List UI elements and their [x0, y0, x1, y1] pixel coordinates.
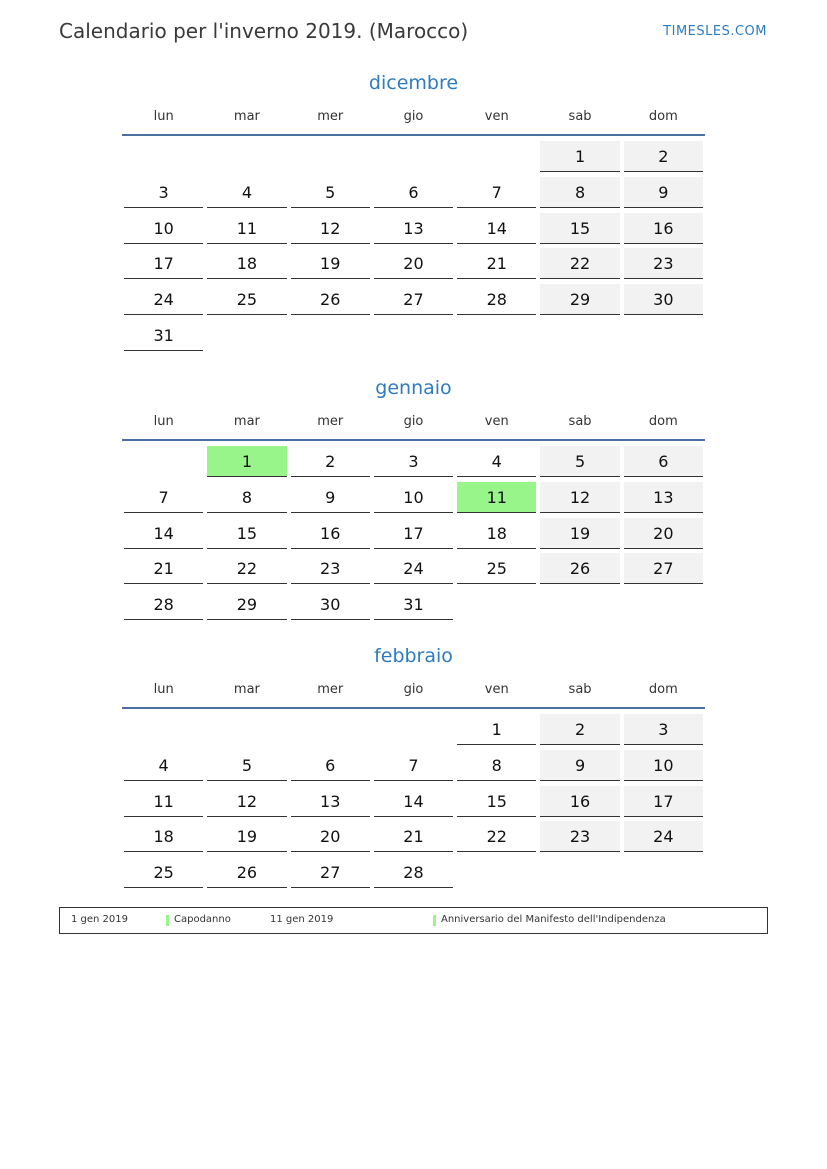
- day-number: 19: [540, 518, 619, 549]
- empty-day-cell: [122, 446, 205, 482]
- day-cell: [205, 589, 288, 625]
- day-number: 20: [624, 518, 703, 549]
- day-number: 12: [540, 482, 619, 513]
- day-number: 24: [124, 284, 203, 315]
- day-number: 4: [457, 446, 536, 477]
- day-cell: [372, 857, 455, 893]
- day-cell: [205, 786, 288, 822]
- week-row: [122, 446, 705, 482]
- day-number: [207, 714, 286, 745]
- day-cell: [205, 518, 288, 554]
- day-cell: [372, 553, 455, 589]
- day-cell: [538, 213, 621, 249]
- day-number: [124, 714, 203, 745]
- weekday-header: [122, 403, 705, 441]
- day-number: 23: [291, 553, 370, 584]
- day-cell: [455, 284, 538, 320]
- day-cell: [622, 177, 705, 213]
- day-cell: [205, 177, 288, 213]
- week-row: [122, 750, 705, 786]
- day-number: 15: [207, 518, 286, 549]
- day-cell: [538, 141, 621, 177]
- week-row: [122, 553, 705, 589]
- day-cell: [622, 821, 705, 857]
- empty-day-cell: [622, 320, 705, 356]
- day-number: 27: [624, 553, 703, 584]
- day-cell: [455, 714, 538, 750]
- empty-day-cell: [289, 714, 372, 750]
- day-cell: [289, 248, 372, 284]
- day-number: 2: [624, 141, 703, 172]
- day-cell: [372, 213, 455, 249]
- day-number: [207, 320, 286, 351]
- empty-day-cell: [205, 141, 288, 177]
- day-number: 19: [291, 248, 370, 279]
- week-row: [122, 248, 705, 284]
- day-number: 17: [374, 518, 453, 549]
- day-cell: [205, 482, 288, 518]
- weekday-label: mer: [317, 108, 344, 124]
- weekday-label: ven: [484, 413, 509, 429]
- day-number: [124, 141, 203, 172]
- day-number: 3: [624, 714, 703, 745]
- day-cell: [455, 213, 538, 249]
- day-cell: [289, 589, 372, 625]
- week-row: [122, 589, 705, 625]
- day-number: 16: [624, 213, 703, 244]
- day-cell: [205, 553, 288, 589]
- legend-name-1: Capodanno: [174, 914, 231, 925]
- day-cell: [455, 518, 538, 554]
- day-number: [374, 320, 453, 351]
- empty-day-cell: [122, 141, 205, 177]
- week-row: [122, 141, 705, 177]
- holiday-day-cell: [455, 482, 538, 518]
- day-cell: [289, 786, 372, 822]
- weekday-label: mer: [317, 681, 344, 697]
- day-cell: [455, 821, 538, 857]
- day-number: 18: [457, 518, 536, 549]
- page-title: Calendario per l'inverno 2019. (Marocco): [59, 19, 469, 43]
- day-cell: [455, 750, 538, 786]
- day-number: 1: [540, 141, 619, 172]
- day-number: 26: [291, 284, 370, 315]
- day-cell: [538, 714, 621, 750]
- weekday-label: mer: [317, 413, 344, 429]
- day-number: [374, 714, 453, 745]
- day-cell: [538, 284, 621, 320]
- day-number: 25: [124, 857, 203, 888]
- day-cell: [122, 177, 205, 213]
- empty-day-cell: [622, 589, 705, 625]
- empty-day-cell: [372, 714, 455, 750]
- day-grid: [122, 141, 705, 356]
- week-row: [122, 786, 705, 822]
- day-number: 7: [124, 482, 203, 513]
- weekday-label: ven: [484, 681, 509, 697]
- week-row: [122, 482, 705, 518]
- legend-date-1: 1 gen 2019: [71, 914, 129, 925]
- day-cell: [372, 589, 455, 625]
- empty-day-cell: [205, 320, 288, 356]
- weekday-label: gio: [403, 413, 424, 429]
- empty-day-cell: [538, 320, 621, 356]
- day-number: 17: [124, 248, 203, 279]
- day-cell: [538, 518, 621, 554]
- day-cell: [122, 482, 205, 518]
- weekday-label: mar: [233, 681, 260, 697]
- day-cell: [538, 177, 621, 213]
- week-row: [122, 857, 705, 893]
- day-cell: [205, 750, 288, 786]
- day-number: 6: [624, 446, 703, 477]
- day-number: 25: [457, 553, 536, 584]
- day-number: 4: [124, 750, 203, 781]
- day-number: 10: [124, 213, 203, 244]
- day-number: 25: [207, 284, 286, 315]
- day-number: 3: [374, 446, 453, 477]
- empty-day-cell: [455, 320, 538, 356]
- day-cell: [289, 482, 372, 518]
- day-cell: [372, 446, 455, 482]
- day-cell: [622, 284, 705, 320]
- day-number: 16: [540, 786, 619, 817]
- day-number: 12: [207, 786, 286, 817]
- weekday-header: [122, 671, 705, 709]
- day-cell: [205, 284, 288, 320]
- day-number: 6: [374, 177, 453, 208]
- day-number: 24: [624, 821, 703, 852]
- day-number: 17: [624, 786, 703, 817]
- day-cell: [538, 821, 621, 857]
- day-cell: [372, 750, 455, 786]
- day-number: 22: [207, 553, 286, 584]
- day-number: [291, 141, 370, 172]
- month-title: dicembre: [368, 72, 459, 94]
- day-number: 23: [624, 248, 703, 279]
- day-cell: [205, 857, 288, 893]
- week-row: [122, 177, 705, 213]
- day-number: 14: [374, 786, 453, 817]
- day-number: [540, 857, 619, 888]
- day-cell: [122, 518, 205, 554]
- day-cell: [622, 553, 705, 589]
- week-row: [122, 714, 705, 750]
- weekday-label: mar: [233, 413, 260, 429]
- empty-day-cell: [455, 857, 538, 893]
- day-cell: [122, 213, 205, 249]
- empty-day-cell: [289, 141, 372, 177]
- legend-date-2: 11 gen 2019: [270, 914, 334, 925]
- weekday-label: ven: [484, 108, 509, 124]
- day-number: [207, 141, 286, 172]
- day-cell: [122, 750, 205, 786]
- day-number: 2: [540, 714, 619, 745]
- weekday-header: [122, 98, 705, 136]
- day-cell: [622, 141, 705, 177]
- month-block: [122, 373, 705, 625]
- day-cell: [538, 553, 621, 589]
- day-cell: [289, 857, 372, 893]
- day-number: 4: [207, 177, 286, 208]
- day-number: [457, 589, 536, 620]
- day-number: 5: [291, 177, 370, 208]
- day-number: 5: [540, 446, 619, 477]
- weekday-label: gio: [403, 108, 424, 124]
- day-number: 20: [374, 248, 453, 279]
- weekday-label: dom: [648, 413, 678, 429]
- holiday-marker-icon: [166, 915, 169, 926]
- day-cell: [622, 213, 705, 249]
- day-number: 30: [291, 589, 370, 620]
- day-number: 13: [374, 213, 453, 244]
- day-cell: [122, 248, 205, 284]
- day-cell: [622, 518, 705, 554]
- day-number: 6: [291, 750, 370, 781]
- day-number: [124, 446, 203, 477]
- empty-day-cell: [538, 857, 621, 893]
- day-cell: [289, 213, 372, 249]
- day-number: 21: [374, 821, 453, 852]
- weekday-label: lun: [153, 108, 174, 124]
- day-cell: [538, 786, 621, 822]
- month-title: febbraio: [374, 645, 453, 667]
- week-row: [122, 821, 705, 857]
- day-number: 19: [207, 821, 286, 852]
- day-number: 28: [124, 589, 203, 620]
- day-number: [374, 141, 453, 172]
- day-number: 16: [291, 518, 370, 549]
- day-number: 15: [540, 213, 619, 244]
- day-cell: [538, 248, 621, 284]
- day-number: 12: [291, 213, 370, 244]
- day-grid: [122, 446, 705, 625]
- day-number: 29: [207, 589, 286, 620]
- day-cell: [289, 518, 372, 554]
- holiday-legend: [59, 907, 768, 934]
- weekday-label: sab: [568, 108, 592, 124]
- day-number: 11: [124, 786, 203, 817]
- day-number: 2: [291, 446, 370, 477]
- empty-day-cell: [372, 141, 455, 177]
- day-cell: [122, 821, 205, 857]
- day-cell: [289, 553, 372, 589]
- day-number: [457, 141, 536, 172]
- legend-name-2: Anniversario del Manifesto dell'Indipendenza: [441, 914, 666, 925]
- weekday-label: lun: [153, 681, 174, 697]
- weekday-label: dom: [648, 108, 678, 124]
- week-row: [122, 284, 705, 320]
- day-number: 31: [374, 589, 453, 620]
- empty-day-cell: [289, 320, 372, 356]
- empty-day-cell: [372, 320, 455, 356]
- day-cell: [289, 821, 372, 857]
- day-number: 1: [457, 714, 536, 745]
- empty-day-cell: [455, 589, 538, 625]
- day-number: 11: [457, 482, 536, 513]
- day-number: 7: [457, 177, 536, 208]
- day-number: 30: [624, 284, 703, 315]
- day-number: 14: [124, 518, 203, 549]
- day-number: 22: [457, 821, 536, 852]
- day-cell: [455, 177, 538, 213]
- day-cell: [205, 821, 288, 857]
- day-cell: [372, 786, 455, 822]
- day-cell: [455, 446, 538, 482]
- day-number: 13: [291, 786, 370, 817]
- day-cell: [622, 786, 705, 822]
- day-number: [291, 320, 370, 351]
- day-cell: [289, 284, 372, 320]
- day-cell: [622, 446, 705, 482]
- day-cell: [372, 482, 455, 518]
- day-number: 8: [207, 482, 286, 513]
- day-number: 9: [540, 750, 619, 781]
- day-cell: [538, 750, 621, 786]
- day-number: 3: [124, 177, 203, 208]
- holiday-day-cell: [205, 446, 288, 482]
- day-number: 28: [374, 857, 453, 888]
- empty-day-cell: [205, 714, 288, 750]
- week-row: [122, 518, 705, 554]
- day-number: 26: [207, 857, 286, 888]
- day-number: 18: [207, 248, 286, 279]
- day-cell: [205, 248, 288, 284]
- brand-link[interactable]: TIMESLES.COM: [663, 24, 767, 39]
- day-number: [457, 857, 536, 888]
- day-number: 15: [457, 786, 536, 817]
- day-number: 26: [540, 553, 619, 584]
- day-number: 5: [207, 750, 286, 781]
- empty-day-cell: [622, 857, 705, 893]
- day-number: [540, 320, 619, 351]
- day-number: 27: [374, 284, 453, 315]
- day-cell: [622, 248, 705, 284]
- day-cell: [538, 482, 621, 518]
- day-cell: [455, 553, 538, 589]
- day-number: 9: [291, 482, 370, 513]
- day-number: 24: [374, 553, 453, 584]
- day-cell: [122, 857, 205, 893]
- month-block: [122, 68, 705, 356]
- day-number: 11: [207, 213, 286, 244]
- day-cell: [455, 786, 538, 822]
- day-number: 8: [540, 177, 619, 208]
- day-cell: [622, 750, 705, 786]
- month-title: gennaio: [375, 377, 452, 399]
- day-cell: [122, 589, 205, 625]
- day-number: [540, 589, 619, 620]
- day-number: 21: [457, 248, 536, 279]
- day-number: 28: [457, 284, 536, 315]
- day-cell: [622, 714, 705, 750]
- weekday-label: mar: [233, 108, 260, 124]
- week-row: [122, 320, 705, 356]
- day-grid: [122, 714, 705, 893]
- day-number: 10: [374, 482, 453, 513]
- day-number: 14: [457, 213, 536, 244]
- weekday-label: dom: [648, 681, 678, 697]
- day-number: [624, 320, 703, 351]
- day-number: 1: [207, 446, 286, 477]
- empty-day-cell: [122, 714, 205, 750]
- weekday-label: lun: [153, 413, 174, 429]
- day-number: [624, 857, 703, 888]
- day-cell: [122, 786, 205, 822]
- day-number: 31: [124, 320, 203, 351]
- day-number: 13: [624, 482, 703, 513]
- day-cell: [372, 248, 455, 284]
- day-number: 21: [124, 553, 203, 584]
- weekday-label: gio: [403, 681, 424, 697]
- day-cell: [372, 518, 455, 554]
- day-number: 20: [291, 821, 370, 852]
- day-cell: [372, 284, 455, 320]
- empty-day-cell: [538, 589, 621, 625]
- day-cell: [122, 320, 205, 356]
- day-number: 27: [291, 857, 370, 888]
- weekday-label: sab: [568, 413, 592, 429]
- day-cell: [289, 750, 372, 786]
- day-number: 9: [624, 177, 703, 208]
- day-number: 18: [124, 821, 203, 852]
- week-row: [122, 213, 705, 249]
- day-number: [291, 714, 370, 745]
- day-cell: [122, 553, 205, 589]
- day-cell: [455, 248, 538, 284]
- day-number: 10: [624, 750, 703, 781]
- month-block: [122, 641, 705, 893]
- day-number: 8: [457, 750, 536, 781]
- day-number: 22: [540, 248, 619, 279]
- holiday-marker-icon: [433, 915, 436, 926]
- day-cell: [289, 446, 372, 482]
- day-cell: [538, 446, 621, 482]
- day-cell: [372, 177, 455, 213]
- day-cell: [205, 213, 288, 249]
- weekday-label: sab: [568, 681, 592, 697]
- empty-day-cell: [455, 141, 538, 177]
- day-cell: [289, 177, 372, 213]
- day-number: 7: [374, 750, 453, 781]
- day-cell: [122, 284, 205, 320]
- day-number: 29: [540, 284, 619, 315]
- day-number: [457, 320, 536, 351]
- day-number: [624, 589, 703, 620]
- day-cell: [372, 821, 455, 857]
- day-number: 23: [540, 821, 619, 852]
- day-cell: [622, 482, 705, 518]
